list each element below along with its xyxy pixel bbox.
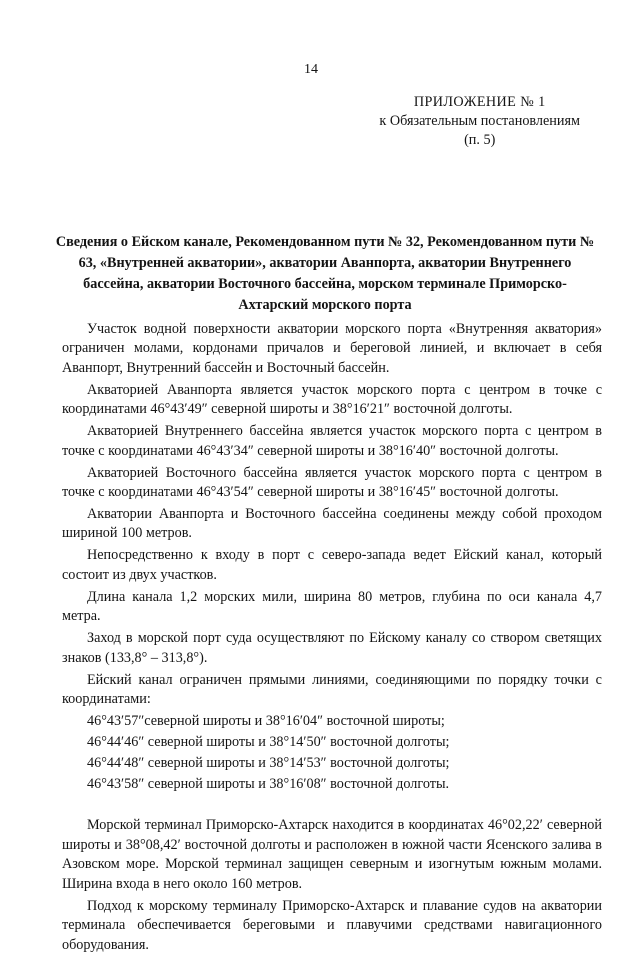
paragraph: Акватории Аванпорта и Восточного бассейна соединены между собой проходом шириной 100 метров. bbox=[62, 506, 602, 542]
document-body bbox=[62, 320, 602, 958]
page-number: 14 bbox=[304, 62, 318, 77]
coordinate-line: 46°44′48″ северной широты и 38°14′53″ восточной долготы; bbox=[87, 755, 450, 772]
coordinate-line: 46°44′46″ северной широты и 38°14′50″ восточной долготы; bbox=[87, 734, 450, 751]
paragraph: Ейский канал ограничен прямыми линиями, соединяющими по порядку точки с координатами: bbox=[62, 671, 602, 708]
appendix-clause: (п. 5) bbox=[464, 132, 496, 148]
appendix-subtitle: к Обязательным постановлениям bbox=[379, 113, 580, 129]
coordinate-line: 46°43′58″ северной широты и 38°16′08″ восточной долготы. bbox=[87, 776, 450, 793]
paragraph: Непосредственно к входу в порт с северо-запада ведет Ейский канал, который состоит из двух участков. bbox=[62, 547, 602, 583]
paragraph: Длина канала 1,2 морских мили, ширина 80 метров, глубина по оси канала 4,7 метра. bbox=[62, 588, 602, 625]
terminal-paragraph: Подход к морскому терминалу Приморско-Ахтарск и плавание судов на акватории терминала обеспечивается береговыми и плавучими средствами навигационного оборудования. bbox=[62, 897, 602, 953]
terminal-paragraph: Морской терминал Приморско-Ахтарск находится в координатах 46°02,22′ северной широты и 38°08,42′ восточной долготы и расположен в южной части Ясенского залива в Азовском море. Морской терминал защищен северным и изогнутым южным молами. Ширина входа в него около 160 метров. bbox=[62, 817, 602, 892]
appendix-block bbox=[379, 93, 580, 150]
document-heading: Сведения о Ейском канале, Рекомендованном пути № 32, Рекомендованном пути № 63, «Внутренней акватории», акватории Аванпорта, акватории Внутреннего бассейна, акватории Восточного бассейна, морском терминале Приморско-Ахтарский морского порта bbox=[55, 234, 595, 313]
paragraph: Заход в морской порт суда осуществляют по Ейскому каналу со створом светящих знаков (133,8° – 313,8°). bbox=[62, 630, 602, 666]
paragraph: Акваторией Внутреннего бассейна является участок морского порта с центром в точке с координатами 46°43′34″ северной широты и 38°16′40″ восточной долготы. bbox=[62, 423, 602, 459]
appendix-title: ПРИЛОЖЕНИЕ № 1 bbox=[413, 94, 546, 110]
paragraph: Участок водной поверхности акватории морского порта «Внутренняя акватория» ограничен молами, кордонами причалов и береговой линией, и включает в себя Аванпорт, Внутренний бассейн и Восточный бассейн. bbox=[62, 321, 602, 376]
paragraph: Акваторией Аванпорта является участок морского порта с центром в точке с координатами 46°43′49″ северной широты и 38°16′21″ восточной долготы. bbox=[62, 381, 602, 418]
paragraph: Акваторией Восточного бассейна является участок морского порта с центром в точке с координатами 46°43′54″ северной широты и 38°16′45″ восточной долготы. bbox=[62, 464, 602, 501]
coordinate-line: 46°43′57″северной широты и 38°16′04″ восточной широты; bbox=[87, 713, 445, 730]
